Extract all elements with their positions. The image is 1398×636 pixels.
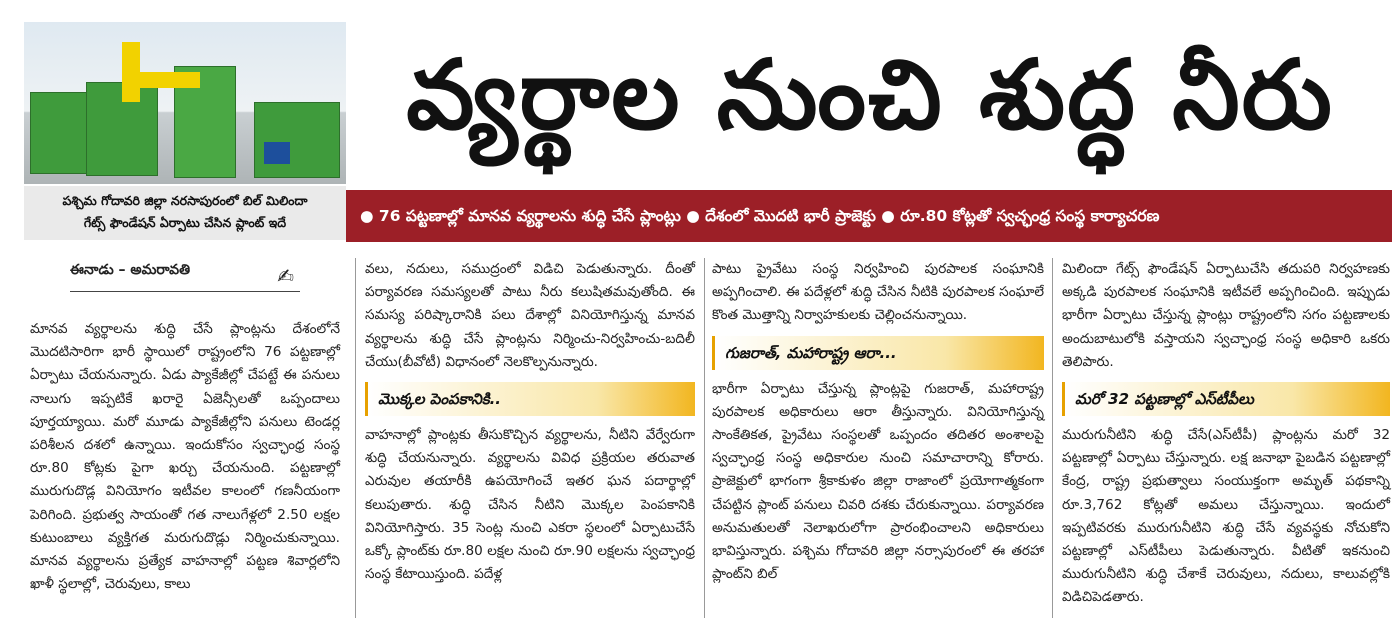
subheading-stp: మరో 32 పట్టణాల్లో ఎస్‌టీపీలు	[1062, 382, 1390, 416]
byline-text: ఈనాడు – అమరావతి	[70, 262, 191, 278]
article-column-3	[712, 258, 1044, 586]
article-column-2	[365, 258, 695, 586]
column-4-text-a: మిలిందా గేట్స్ ఫౌండేషన్ ఏర్పాటుచేసి తదుపరి నిర్వహణకు అక్కడి పురపాలక సంఘానికి ఇటీవలే అప్పగించింది. ఇప్పుడు భారీగా ఏర్పాటు చేస్తున్న ప్లాంట్లు రాష్ట్రంలోని సగం పట్టణాలకు అందుబాటులోకి వస్తాయని స్వచ్ఛాంధ్ర సంస్థ అధికారి ఒకరు తెలిపారు.	[1062, 261, 1390, 370]
caption-line-2: గేట్స్ ఫౌండేషన్ ఏర్పాటు చేసిన ప్లాంట్ ఇదే	[83, 215, 287, 230]
plant-photo	[24, 22, 346, 184]
column-2-text-a: వలు, నదులు, సముద్రంలో విడిచి పెడుతున్నారు. దీంతో పర్యావరణ సమస్యలతో పాటు నీరు కలుషితమవుతోంది. ఈ సమస్య పరిష్కారానికి పలు దేశాల్లో వినియోగిస్తున్న మానవ వ్యర్థాలను శుద్ధి చేసే ప్లాంట్లను నిర్మించు-నిర్వహించు-బదిలీ చేయు(బీవోటీ) విధానంలో నెలకొల్పనున్నారు.	[365, 261, 695, 370]
column-divider	[355, 258, 356, 618]
article-column-1	[30, 318, 340, 596]
headline: వ్యర్థాల నుంచి శుద్ధ నీరు	[406, 38, 1334, 151]
column-2-text-b: వాహనాల్లో ప్లాంట్లకు తీసుకొచ్చిన వ్యర్థాలను, నీటిని వేర్వేరుగా శుద్ధి చేయనున్నారు. వ్యర్థాలను వివిధ ప్రక్రియల తరువాత ఎరువుల తయారీకి ఉపయోగించే ఇతర ఘన పదార్థాల్లో కలుపుతారు. శుద్ధి చేసిన నీటిని మొక్కల పెంపకానికి వినియోగిస్తారు. 35 సెంట్ల నుంచి ఎకరా స్థలంలో ఏర్పాటుచేసే ఒక్కో ప్లాంట్‌కు రూ.80 లక్షల నుంచి రూ.90 లక్షలను స్వచ్ఛాంధ్ర సంస్థ కేటాయిస్తుంది. పదేళ్ల	[365, 427, 695, 583]
column-3-text-b: భారీగా ఏర్పాటు చేస్తున్న ప్లాంట్లపై గుజరాత్, మహారాష్ట్ర పురపాలక అధికారులు ఆరా తీస్తున్నారు. వినియోగిస్తున్న సాంకేతికత, ప్రైవేటు సంస్థలతో ఒప్పందం తదితర అంశాలపై స్వచ్ఛాంధ్ర సంస్థ అధికారుల నుంచి సమాచారాన్ని కోరారు. ప్రాజెక్టులో భాగంగా శ్రీకాకుళం జిల్లా రాజాంలో ప్రయోగాత్మకంగా చేపట్టిన ప్లాంట్ పనులు చివరి దశకు చేరుకున్నాయి. పర్యావరణ అనుమతులతో నెలాఖరులోగా ప్రారంభించాలని అధికారులు భావిస్తున్నారు. పశ్చిమ గోదావరి జిల్లా నర్సాపురంలో ఈ తరహా ప్లాంట్‌ని బిల్	[712, 380, 1044, 583]
caption-line-1: పశ్చిమ గోదావరి జిల్లా నరసాపురంలో బిల్ మిలిందా	[62, 193, 308, 208]
column-3-text-a: పాటు ప్రైవేటు సంస్థ నిర్వహించి పురపాలక సంఘానికి అప్పగించాలి. ఈ పదేళ్లలో శుద్ధి చేసిన నీటికి పురపాలక సంఘాలే కొంత మొత్తాన్ని నిర్వాహకులకు చెల్లించనున్నాయి.	[712, 261, 1044, 324]
pen-icon: ✍	[277, 264, 294, 288]
column-divider	[704, 258, 705, 618]
subheading-gujarat: గుజరాత్, మహారాష్ట్ర ఆరా...	[712, 336, 1044, 370]
byline	[70, 262, 300, 296]
highlights-banner: ● 76 పట్టణాల్లో మానవ వ్యర్థాలను శుద్ధి చేసే ప్లాంట్లు ● దేశంలో మొదటి భారీ ప్రాజెక్టు ● రూ.80 కోట్లతో స్వచ్ఛంధ్ర సంస్థ కార్యాచరణ	[346, 190, 1392, 242]
byline-rule	[70, 291, 300, 292]
photo-caption	[24, 186, 346, 240]
article-column-4	[1062, 258, 1390, 610]
subheading-plants: మొక్కల పెంపకానికి..	[365, 382, 695, 416]
column-4-text-b: మురుగునీటిని శుద్ధి చేసే(ఎస్‌టీపీ) ప్లాంట్లను మరో 32 పట్టణాల్లో ఏర్పాటు చేస్తున్నారు. లక్ష జనాభా పైబడిన పట్టణాల్లో కేంద్ర, రాష్ట్ర ప్రభుత్వాలు సంయుక్తంగా అమృత్ పథకాన్ని రూ.3,762 కోట్లతో అమలు చేస్తున్నాయి. ఇందులో ఇప్పటివరకు మురుగునీటిని శుద్ధి చేసే వ్యవస్థకు నోచుకోని పట్టణాల్లో ఎస్‌టీపీలు పెడుతున్నారు. వీటితో ఇకనుంచి మురుగునీటిని శుద్ధి చేశాకే చెరువులు, నదులు, కాలువల్లోకి విడిచిపెడతారు.	[1062, 427, 1390, 606]
column-divider	[1052, 258, 1053, 618]
column-1-text: మానవ వ్యర్థాలను శుద్ధి చేసే ప్లాంట్లను దేశంలోనే మొదటిసారిగా భారీ స్థాయిలో రాష్ట్రంలోని 76 పట్టణాల్లో ఏర్పాటు చేయనున్నారు. ఏడు ప్యాకేజీల్లో చేపట్టే ఈ పనులు నాలుగు ఇప్పటికే ఖరారై ఏజెన్సీలతో ఒప్పందాలు పూర్తయ్యాయి. మరో మూడు ప్యాకేజీల్లోని పనులు టెండర్ల పరిశీలన దశలో ఉన్నాయి. ఇందుకోసం స్వచ్ఛాంధ్ర సంస్థ రూ.80 కోట్లకు పైగా ఖర్చు చేయనుంది. పట్టణాల్లో మురుగుదొడ్ల వినియోగం ఇటీవల కాలంలో గణనీయంగా పెరిగింది. ప్రభుత్వ సాయంతో గత నాలుగేళ్లలో 2.50 లక్షల కుటుంబాలు వ్యక్తిగత మరుగుదొడ్లు నిర్మించుకున్నాయి. మానవ వ్యర్థాలను ప్రత్యేక వాహనాల్లో పట్టణ శివార్లలోని ఖాళీ స్థలాల్లో, చెరువులు, కాలు	[30, 321, 340, 593]
